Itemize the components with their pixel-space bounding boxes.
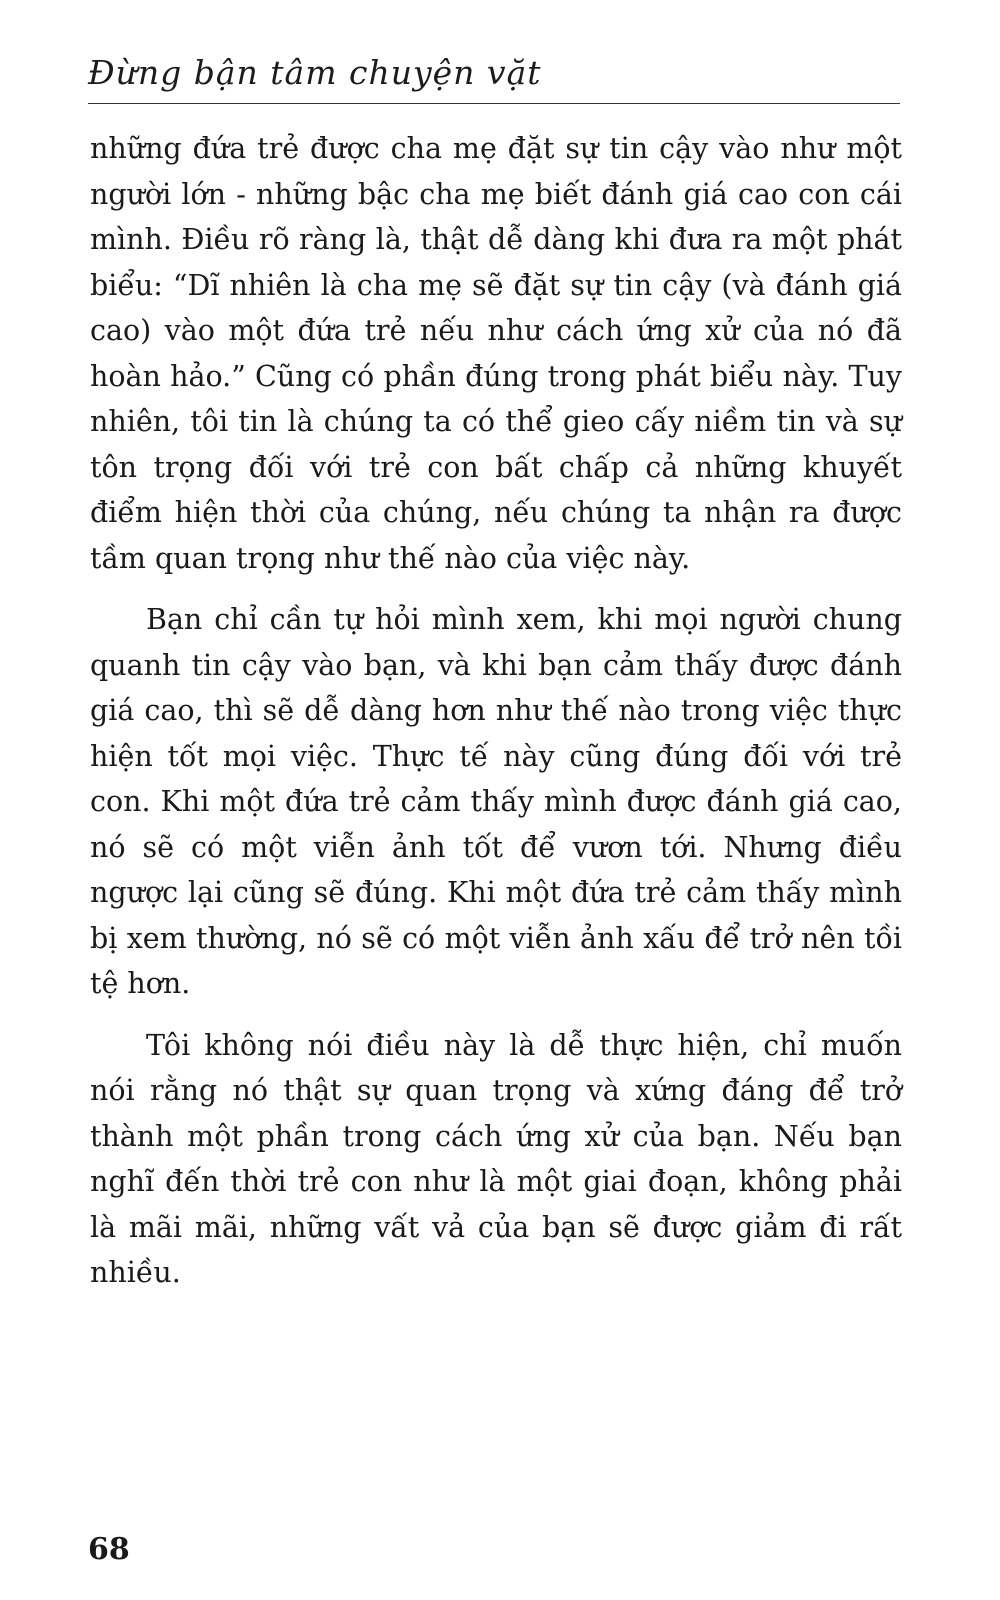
page-number: 68: [88, 1532, 130, 1567]
header-divider: [88, 103, 900, 104]
paragraph-continuation: những đứa trẻ được cha mẹ đặt sự tin cậy vào như một người lớn - những bậc cha mẹ biết đánh giá cao con cái mình. Điều rõ ràng là, thật dễ dàng khi đưa ra một phát biểu: “Dĩ nhiên là cha mẹ sẽ đặt sự tin cậy (và đánh giá cao) vào một đứa trẻ nếu như cách ứng xử của nó đã hoàn hảo.” Cũng có phần đúng trong phát biểu này. Tuy nhiên, tôi tin là chúng ta có thể gieo cấy niềm tin và sự tôn trọng đối với trẻ con bất chấp cả những khuyết điểm hiện thời của chúng, nếu chúng ta nhận ra được tầm quan trọng như thế nào của việc này.: [90, 132, 902, 575]
body-text: [90, 126, 902, 1296]
paragraph: Bạn chỉ cần tự hỏi mình xem, khi mọi người chung quanh tin cậy vào bạn, và khi bạn cảm thấy được đánh giá cao, thì sẽ dễ dàng hơn như thế nào trong việc thực hiện tốt mọi việc. Thực tế này cũng đúng đối với trẻ con. Khi một đứa trẻ cảm thấy mình được đánh giá cao, nó sẽ có một viễn ảnh tốt để vươn tới. Nhưng điều ngược lại cũng sẽ đúng. Khi một đứa trẻ cảm thấy mình bị xem thường, nó sẽ có một viễn ảnh xấu để trở nên tồi tệ hơn.: [90, 603, 902, 1000]
running-header-title: Đừng bận tâm chuyện vặt: [88, 53, 542, 92]
paragraph: Tôi không nói điều này là dễ thực hiện, chỉ muốn nói rằng nó thật sự quan trọng và xứng đáng để trở thành một phần trong cách ứng xử của bạn. Nếu bạn nghĩ đến thời trẻ con như là một giai đoạn, không phải là mãi mãi, những vất vả của bạn sẽ được giảm đi rất nhiều.: [90, 1028, 902, 1289]
